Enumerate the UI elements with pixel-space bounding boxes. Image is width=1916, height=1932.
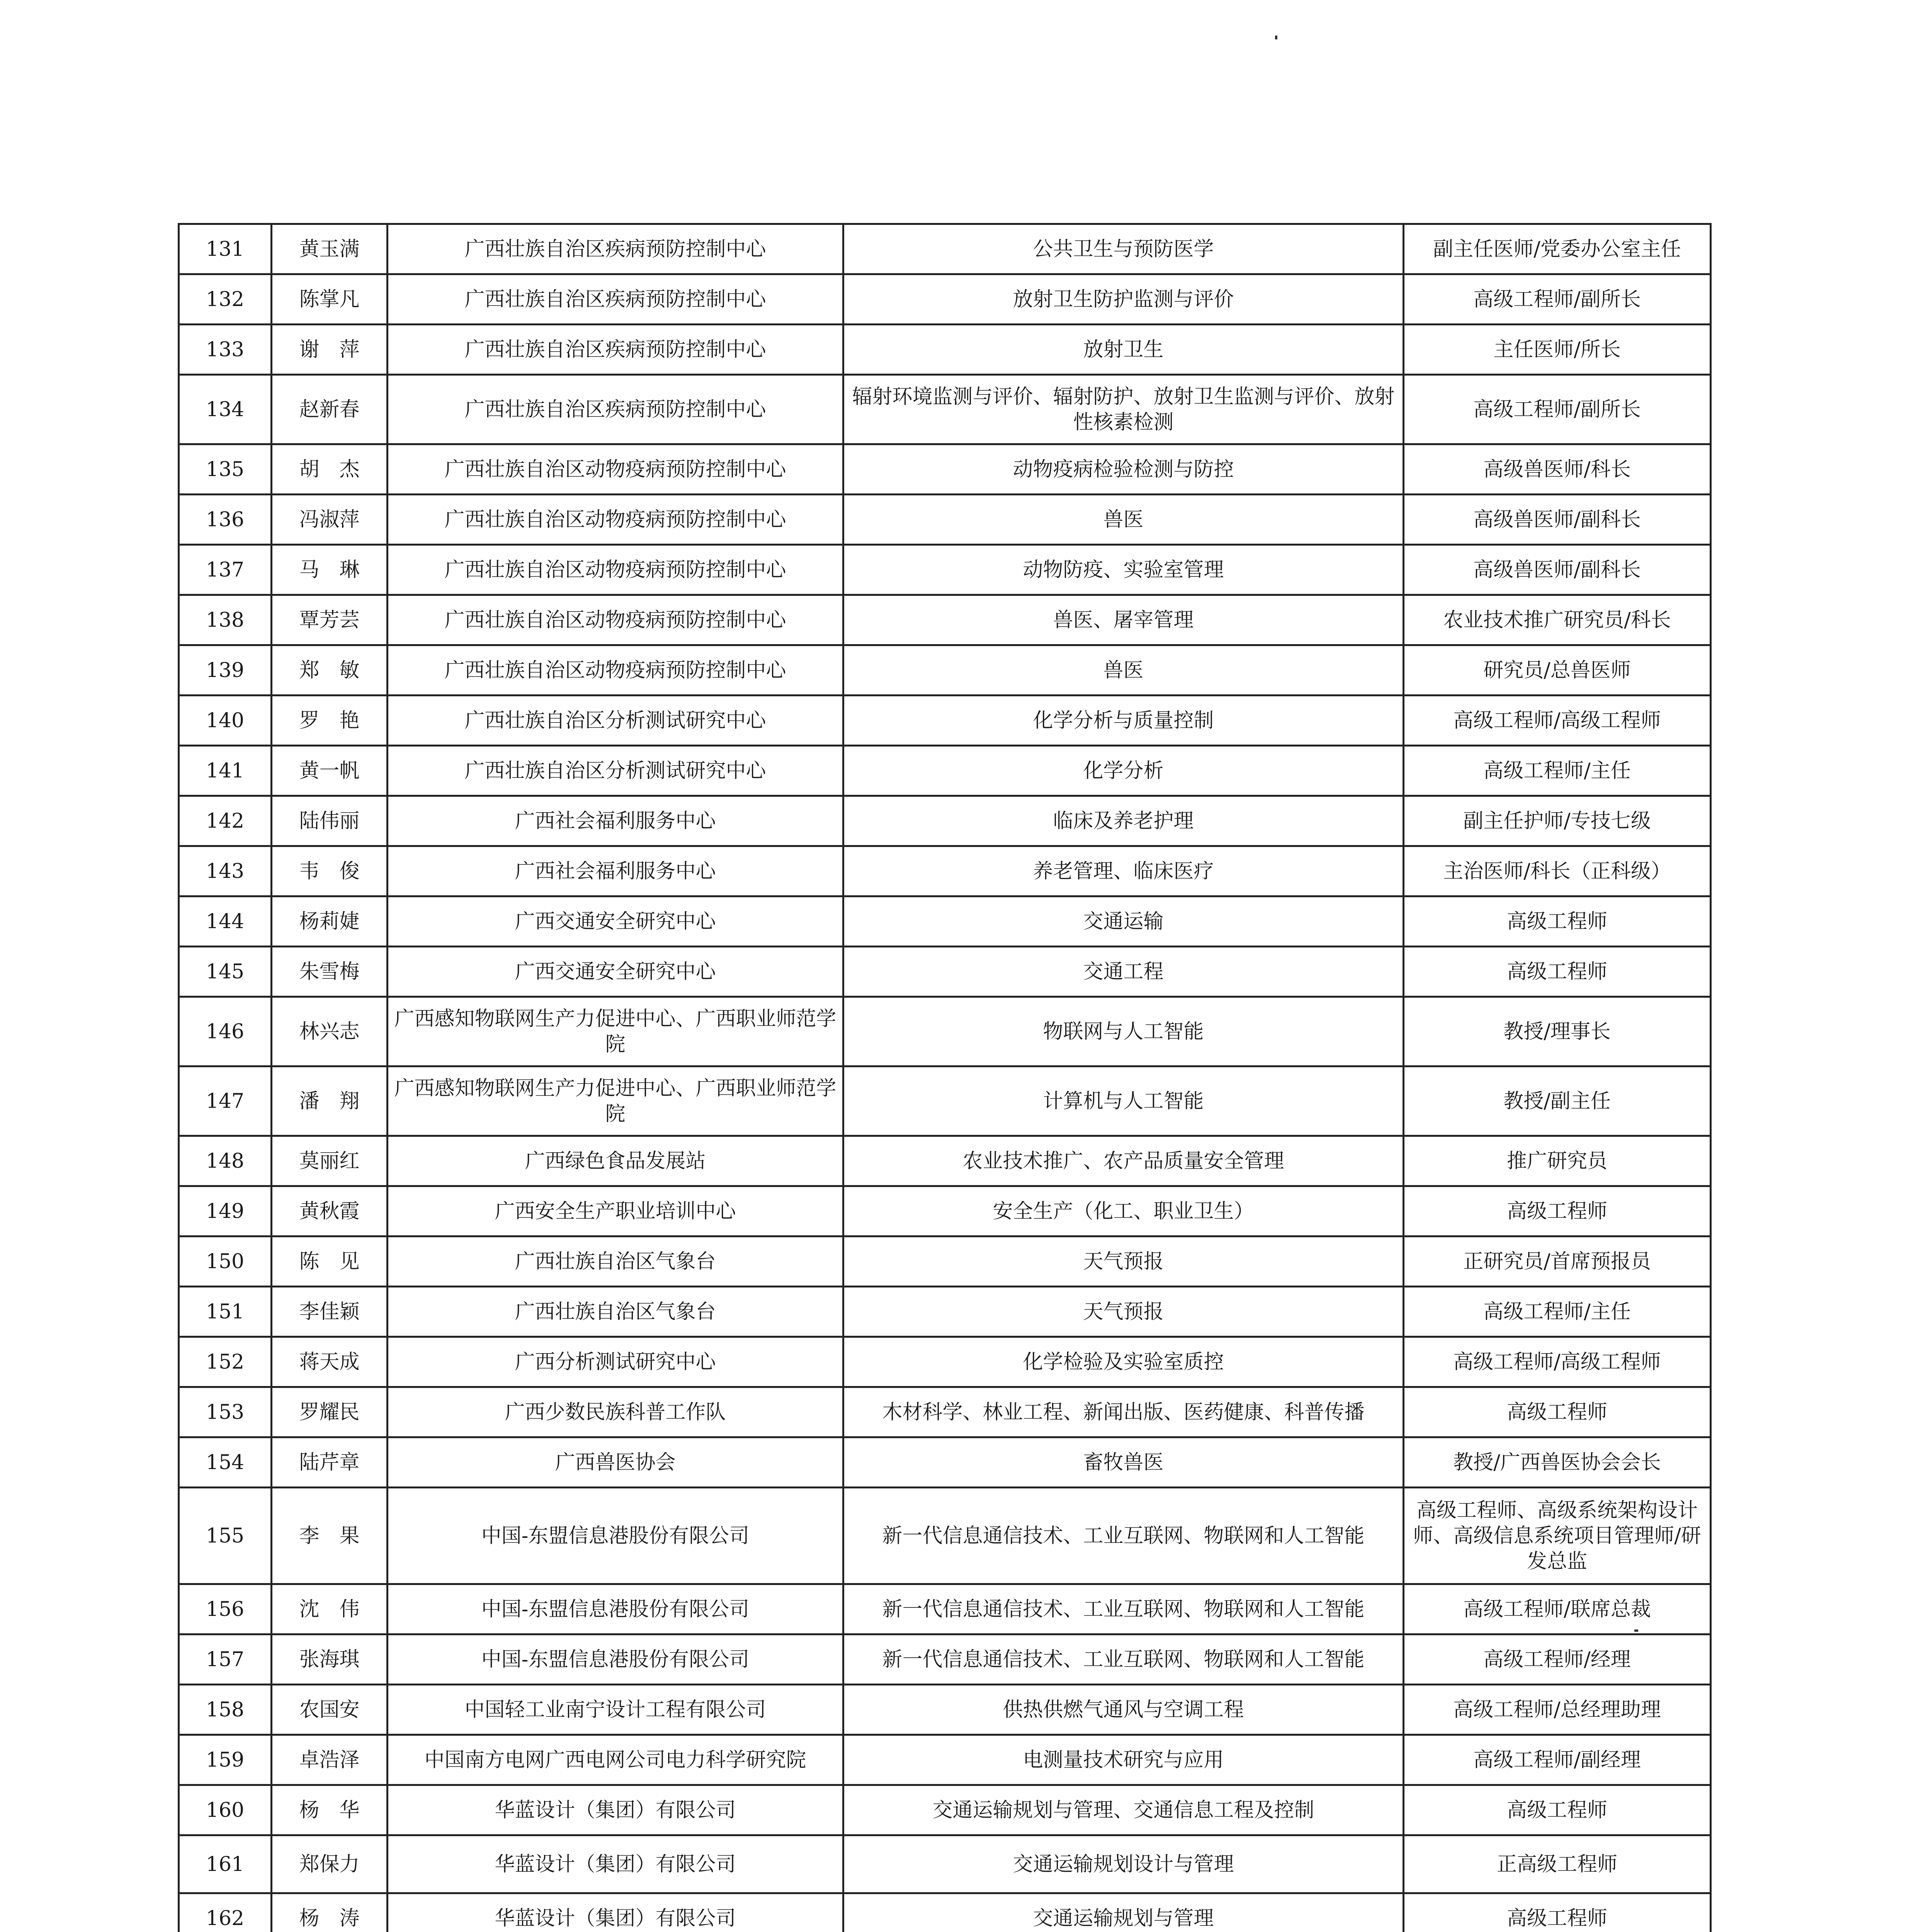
professional-field: 临床及养老护理 bbox=[843, 796, 1404, 846]
organization: 广西社会福利服务中心 bbox=[388, 846, 843, 896]
row-number: 143 bbox=[179, 846, 272, 896]
expert-name: 黄一帆 bbox=[272, 746, 388, 796]
row-number: 150 bbox=[179, 1236, 272, 1287]
expert-name: 黄秋霞 bbox=[272, 1186, 388, 1236]
scan-mark bbox=[1275, 36, 1277, 39]
table-row bbox=[179, 1835, 1711, 1893]
row-number: 158 bbox=[179, 1685, 272, 1735]
row-number: 156 bbox=[179, 1584, 272, 1634]
row-number: 155 bbox=[179, 1488, 272, 1584]
expert-name: 郑保力 bbox=[272, 1835, 388, 1893]
expert-list-body bbox=[179, 224, 1711, 1932]
organization: 广西壮族自治区气象台 bbox=[388, 1287, 843, 1337]
expert-name: 陈掌凡 bbox=[272, 274, 388, 325]
expert-name: 韦 俊 bbox=[272, 846, 388, 896]
table-row bbox=[179, 325, 1711, 375]
organization: 广西壮族自治区疾病预防控制中心 bbox=[388, 325, 843, 375]
table-row bbox=[179, 1735, 1711, 1785]
organization: 广西分析测试研究中心 bbox=[388, 1337, 843, 1387]
row-number: 145 bbox=[179, 947, 272, 997]
expert-name: 沈 伟 bbox=[272, 1584, 388, 1634]
organization: 广西感知物联网生产力促进中心、广西职业师范学院 bbox=[388, 997, 843, 1066]
professional-field: 新一代信息通信技术、工业互联网、物联网和人工智能 bbox=[843, 1584, 1404, 1634]
organization: 广西安全生产职业培训中心 bbox=[388, 1186, 843, 1236]
expert-name: 杨 华 bbox=[272, 1785, 388, 1835]
expert-name: 农国安 bbox=[272, 1685, 388, 1735]
expert-name: 黄玉满 bbox=[272, 224, 388, 274]
row-number: 157 bbox=[179, 1634, 272, 1685]
organization: 广西绿色食品发展站 bbox=[388, 1136, 843, 1186]
job-title: 高级兽医师/副科长 bbox=[1404, 545, 1711, 595]
professional-field: 新一代信息通信技术、工业互联网、物联网和人工智能 bbox=[843, 1488, 1404, 1584]
job-title: 高级兽医师/科长 bbox=[1404, 444, 1711, 495]
row-number: 137 bbox=[179, 545, 272, 595]
table-row bbox=[179, 1584, 1711, 1634]
table-row bbox=[179, 224, 1711, 274]
professional-field: 天气预报 bbox=[843, 1236, 1404, 1287]
row-number: 131 bbox=[179, 224, 272, 274]
organization: 中国-东盟信息港股份有限公司 bbox=[388, 1488, 843, 1584]
table-row bbox=[179, 746, 1711, 796]
job-title: 教授/副主任 bbox=[1404, 1066, 1711, 1136]
row-number: 132 bbox=[179, 274, 272, 325]
table-row bbox=[179, 1488, 1711, 1584]
professional-field: 物联网与人工智能 bbox=[843, 997, 1404, 1066]
table-row bbox=[179, 947, 1711, 997]
expert-name: 胡 杰 bbox=[272, 444, 388, 495]
row-number: 138 bbox=[179, 595, 272, 645]
expert-name: 马 琳 bbox=[272, 545, 388, 595]
row-number: 136 bbox=[179, 495, 272, 545]
expert-name: 赵新春 bbox=[272, 375, 388, 444]
expert-name: 陆伟丽 bbox=[272, 796, 388, 846]
expert-name: 陆芹章 bbox=[272, 1437, 388, 1488]
row-number: 144 bbox=[179, 896, 272, 947]
job-title: 高级工程师/主任 bbox=[1404, 746, 1711, 796]
organization: 广西壮族自治区分析测试研究中心 bbox=[388, 696, 843, 746]
professional-field: 化学分析 bbox=[843, 746, 1404, 796]
expert-name: 谢 萍 bbox=[272, 325, 388, 375]
table-row bbox=[179, 1685, 1711, 1735]
professional-field: 动物疫病检验检测与防控 bbox=[843, 444, 1404, 495]
expert-name: 李 果 bbox=[272, 1488, 388, 1584]
job-title: 正高级工程师 bbox=[1404, 1835, 1711, 1893]
row-number: 139 bbox=[179, 645, 272, 696]
professional-field: 化学检验及实验室质控 bbox=[843, 1337, 1404, 1387]
organization: 广西兽医协会 bbox=[388, 1437, 843, 1488]
row-number: 147 bbox=[179, 1066, 272, 1136]
row-number: 135 bbox=[179, 444, 272, 495]
professional-field: 兽医 bbox=[843, 645, 1404, 696]
professional-field: 化学分析与质量控制 bbox=[843, 696, 1404, 746]
row-number: 148 bbox=[179, 1136, 272, 1186]
expert-name: 蒋天成 bbox=[272, 1337, 388, 1387]
expert-name: 林兴志 bbox=[272, 997, 388, 1066]
organization: 中国-东盟信息港股份有限公司 bbox=[388, 1584, 843, 1634]
organization: 广西交通安全研究中心 bbox=[388, 947, 843, 997]
row-number: 152 bbox=[179, 1337, 272, 1387]
expert-name: 杨莉婕 bbox=[272, 896, 388, 947]
row-number: 151 bbox=[179, 1287, 272, 1337]
organization: 广西交通安全研究中心 bbox=[388, 896, 843, 947]
job-title: 副主任护师/专技七级 bbox=[1404, 796, 1711, 846]
organization: 广西社会福利服务中心 bbox=[388, 796, 843, 846]
expert-name: 覃芳芸 bbox=[272, 595, 388, 645]
organization: 华蓝设计（集团）有限公司 bbox=[388, 1893, 843, 1932]
expert-name: 罗 艳 bbox=[272, 696, 388, 746]
row-number: 149 bbox=[179, 1186, 272, 1236]
organization: 广西壮族自治区动物疫病预防控制中心 bbox=[388, 595, 843, 645]
table-row bbox=[179, 1236, 1711, 1287]
professional-field: 供热供燃气通风与空调工程 bbox=[843, 1685, 1404, 1735]
expert-name: 冯淑萍 bbox=[272, 495, 388, 545]
table-row bbox=[179, 645, 1711, 696]
professional-field: 新一代信息通信技术、工业互联网、物联网和人工智能 bbox=[843, 1634, 1404, 1685]
expert-name: 潘 翔 bbox=[272, 1066, 388, 1136]
organization: 广西壮族自治区疾病预防控制中心 bbox=[388, 274, 843, 325]
table-row bbox=[179, 997, 1711, 1066]
table-row bbox=[179, 1337, 1711, 1387]
expert-name: 张海琪 bbox=[272, 1634, 388, 1685]
job-title: 高级工程师/总经理助理 bbox=[1404, 1685, 1711, 1735]
organization: 华蓝设计（集团）有限公司 bbox=[388, 1785, 843, 1835]
expert-name: 陈 见 bbox=[272, 1236, 388, 1287]
professional-field: 交通运输 bbox=[843, 896, 1404, 947]
row-number: 153 bbox=[179, 1387, 272, 1437]
table-row bbox=[179, 1186, 1711, 1236]
row-number: 140 bbox=[179, 696, 272, 746]
table-row bbox=[179, 896, 1711, 947]
organization: 中国-东盟信息港股份有限公司 bbox=[388, 1634, 843, 1685]
expert-name: 朱雪梅 bbox=[272, 947, 388, 997]
row-number: 154 bbox=[179, 1437, 272, 1488]
professional-field: 辐射环境监测与评价、辐射防护、放射卫生监测与评价、放射性核素检测 bbox=[843, 375, 1404, 444]
professional-field: 交通工程 bbox=[843, 947, 1404, 997]
organization: 华蓝设计（集团）有限公司 bbox=[388, 1835, 843, 1893]
table-row bbox=[179, 696, 1711, 746]
organization: 中国南方电网广西电网公司电力科学研究院 bbox=[388, 1735, 843, 1785]
job-title: 高级工程师/高级工程师 bbox=[1404, 696, 1711, 746]
professional-field: 放射卫生防护监测与评价 bbox=[843, 274, 1404, 325]
expert-name: 卓浩泽 bbox=[272, 1735, 388, 1785]
scan-mark bbox=[1634, 1629, 1638, 1632]
job-title: 高级工程师/主任 bbox=[1404, 1287, 1711, 1337]
professional-field: 计算机与人工智能 bbox=[843, 1066, 1404, 1136]
table-row bbox=[179, 846, 1711, 896]
organization: 广西壮族自治区动物疫病预防控制中心 bbox=[388, 495, 843, 545]
professional-field: 兽医 bbox=[843, 495, 1404, 545]
job-title: 高级工程师 bbox=[1404, 1186, 1711, 1236]
professional-field: 安全生产（化工、职业卫生） bbox=[843, 1186, 1404, 1236]
expert-list-table bbox=[178, 223, 1712, 1932]
table-row bbox=[179, 1136, 1711, 1186]
job-title: 教授/理事长 bbox=[1404, 997, 1711, 1066]
professional-field: 农业技术推广、农产品质量安全管理 bbox=[843, 1136, 1404, 1186]
table-row bbox=[179, 444, 1711, 495]
table-row bbox=[179, 595, 1711, 645]
table-row bbox=[179, 796, 1711, 846]
table-row bbox=[179, 1066, 1711, 1136]
organization: 广西壮族自治区动物疫病预防控制中心 bbox=[388, 444, 843, 495]
organization: 广西少数民族科普工作队 bbox=[388, 1387, 843, 1437]
job-title: 高级工程师/经理 bbox=[1404, 1634, 1711, 1685]
professional-field: 放射卫生 bbox=[843, 325, 1404, 375]
table-row bbox=[179, 545, 1711, 595]
job-title: 高级工程师 bbox=[1404, 1785, 1711, 1835]
professional-field: 兽医、屠宰管理 bbox=[843, 595, 1404, 645]
table-row bbox=[179, 274, 1711, 325]
expert-name: 罗耀民 bbox=[272, 1387, 388, 1437]
row-number: 142 bbox=[179, 796, 272, 846]
expert-name: 杨 涛 bbox=[272, 1893, 388, 1932]
professional-field: 养老管理、临床医疗 bbox=[843, 846, 1404, 896]
job-title: 高级工程师 bbox=[1404, 947, 1711, 997]
table-row bbox=[179, 1893, 1711, 1932]
table-row bbox=[179, 495, 1711, 545]
job-title: 高级兽医师/副科长 bbox=[1404, 495, 1711, 545]
table-row bbox=[179, 1287, 1711, 1337]
row-number: 133 bbox=[179, 325, 272, 375]
job-title: 高级工程师/副所长 bbox=[1404, 274, 1711, 325]
professional-field: 电测量技术研究与应用 bbox=[843, 1735, 1404, 1785]
job-title: 主治医师/科长（正科级） bbox=[1404, 846, 1711, 896]
table-row bbox=[179, 1387, 1711, 1437]
job-title: 高级工程师/副经理 bbox=[1404, 1735, 1711, 1785]
job-title: 推广研究员 bbox=[1404, 1136, 1711, 1186]
job-title: 正研究员/首席预报员 bbox=[1404, 1236, 1711, 1287]
job-title: 主任医师/所长 bbox=[1404, 325, 1711, 375]
table-row bbox=[179, 1785, 1711, 1835]
job-title: 研究员/总兽医师 bbox=[1404, 645, 1711, 696]
professional-field: 公共卫生与预防医学 bbox=[843, 224, 1404, 274]
professional-field: 木材科学、林业工程、新闻出版、医药健康、科普传播 bbox=[843, 1387, 1404, 1437]
professional-field: 交通运输规划与管理 bbox=[843, 1893, 1404, 1932]
table-row bbox=[179, 1634, 1711, 1685]
job-title: 高级工程师 bbox=[1404, 896, 1711, 947]
job-title: 教授/广西兽医协会会长 bbox=[1404, 1437, 1711, 1488]
organization: 广西壮族自治区动物疫病预防控制中心 bbox=[388, 645, 843, 696]
organization: 广西壮族自治区疾病预防控制中心 bbox=[388, 375, 843, 444]
job-title: 高级工程师/高级工程师 bbox=[1404, 1337, 1711, 1387]
professional-field: 天气预报 bbox=[843, 1287, 1404, 1337]
professional-field: 畜牧兽医 bbox=[843, 1437, 1404, 1488]
job-title: 农业技术推广研究员/科长 bbox=[1404, 595, 1711, 645]
job-title: 高级工程师/副所长 bbox=[1404, 375, 1711, 444]
row-number: 134 bbox=[179, 375, 272, 444]
professional-field: 交通运输规划与管理、交通信息工程及控制 bbox=[843, 1785, 1404, 1835]
professional-field: 交通运输规划设计与管理 bbox=[843, 1835, 1404, 1893]
organization: 广西壮族自治区气象台 bbox=[388, 1236, 843, 1287]
row-number: 146 bbox=[179, 997, 272, 1066]
row-number: 160 bbox=[179, 1785, 272, 1835]
row-number: 161 bbox=[179, 1835, 272, 1893]
organization: 广西感知物联网生产力促进中心、广西职业师范学院 bbox=[388, 1066, 843, 1136]
table-row bbox=[179, 375, 1711, 444]
professional-field: 动物防疫、实验室管理 bbox=[843, 545, 1404, 595]
job-title: 高级工程师 bbox=[1404, 1387, 1711, 1437]
job-title: 高级工程师 bbox=[1404, 1893, 1711, 1932]
job-title: 高级工程师/联席总裁 bbox=[1404, 1584, 1711, 1634]
job-title: 高级工程师、高级系统架构设计师、高级信息系统项目管理师/研发总监 bbox=[1404, 1488, 1711, 1584]
row-number: 159 bbox=[179, 1735, 272, 1785]
expert-name: 莫丽红 bbox=[272, 1136, 388, 1186]
organization: 广西壮族自治区分析测试研究中心 bbox=[388, 746, 843, 796]
expert-name: 李佳颖 bbox=[272, 1287, 388, 1337]
organization: 中国轻工业南宁设计工程有限公司 bbox=[388, 1685, 843, 1735]
row-number: 162 bbox=[179, 1893, 272, 1932]
organization: 广西壮族自治区疾病预防控制中心 bbox=[388, 224, 843, 274]
expert-name: 郑 敏 bbox=[272, 645, 388, 696]
job-title: 副主任医师/党委办公室主任 bbox=[1404, 224, 1711, 274]
organization: 广西壮族自治区动物疫病预防控制中心 bbox=[388, 545, 843, 595]
table-row bbox=[179, 1437, 1711, 1488]
row-number: 141 bbox=[179, 746, 272, 796]
